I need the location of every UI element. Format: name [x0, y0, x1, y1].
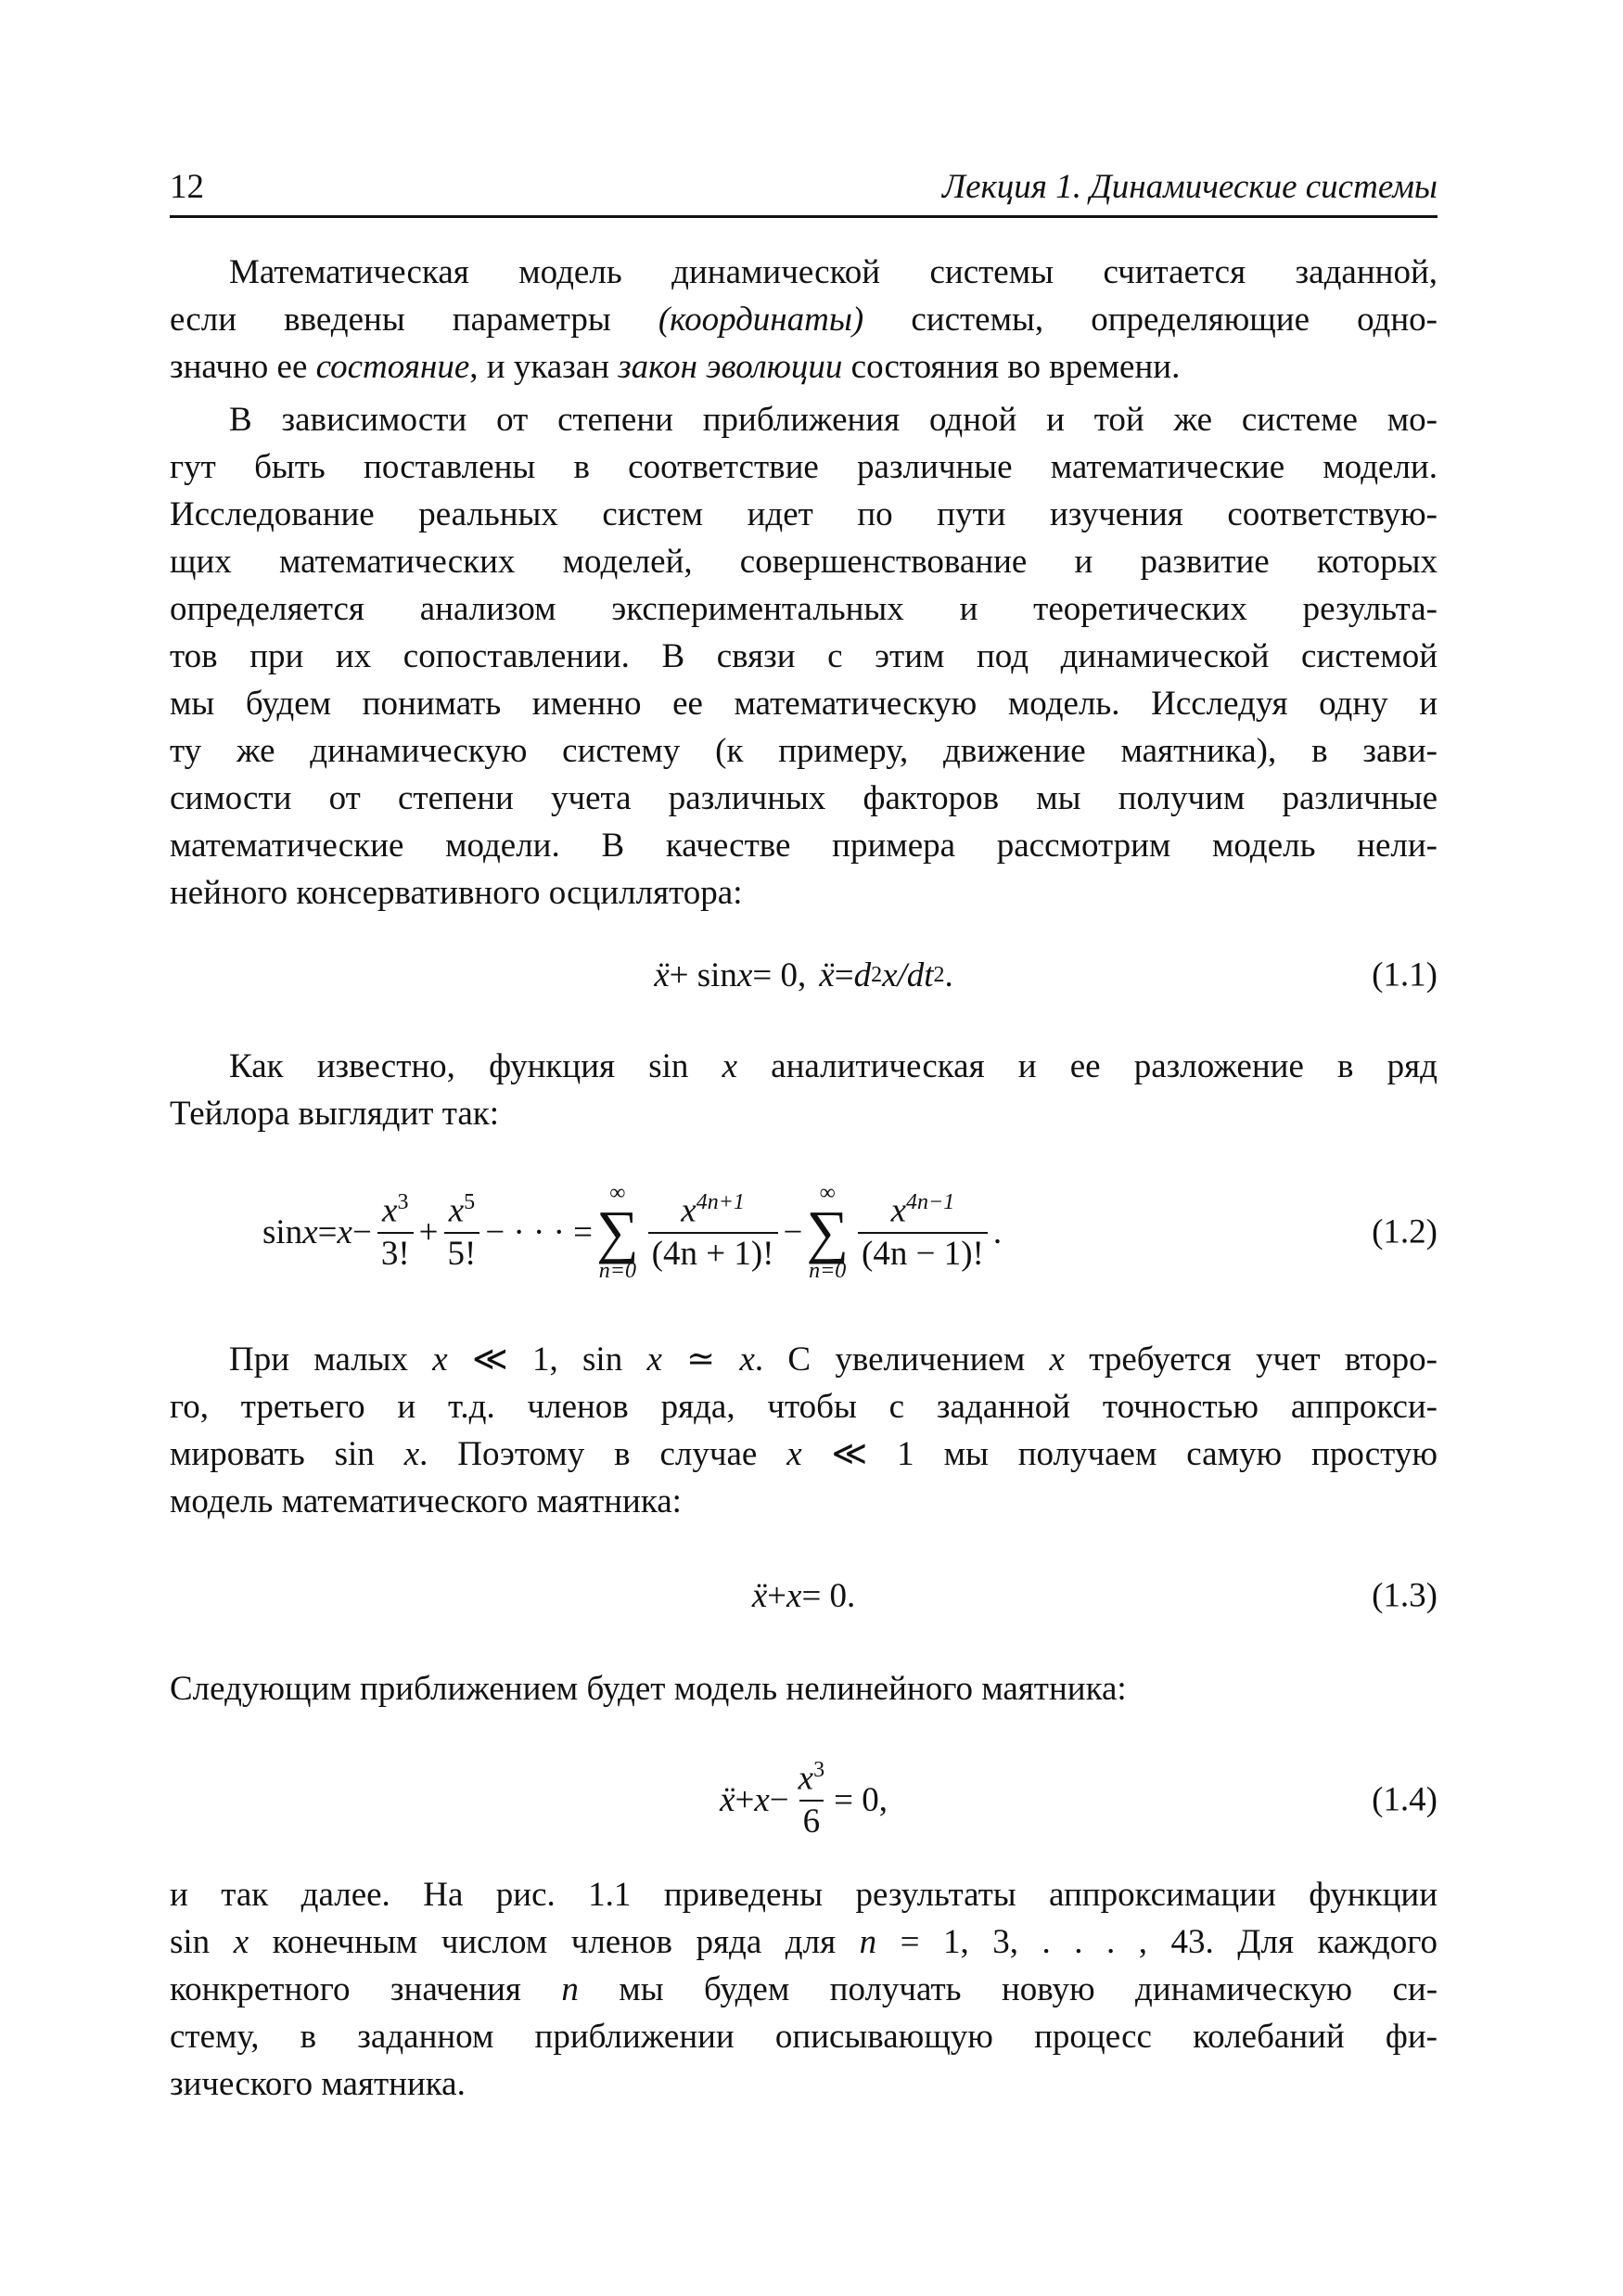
text-run: В зависимости от степени приближения одной и той же системе мо- — [229, 401, 1438, 439]
text-run: щих математических моделей, совершенствование и развитие которых — [170, 543, 1438, 581]
eq-term: + sin — [669, 956, 737, 994]
text-run: = 1, 3, . . . , 43. Для каждого — [876, 1923, 1438, 1961]
math-symbol: x — [646, 1340, 662, 1379]
eq-term: sin — [262, 1212, 303, 1251]
text-line — [170, 1665, 1438, 1712]
fraction: $\frac{x^3}{6}$ — [798, 1758, 825, 1841]
paragraph-2 — [170, 396, 1438, 917]
text-line — [170, 775, 1438, 822]
text-run: математические модели. В качестве примера рассмотрим модель нели- — [170, 827, 1438, 865]
text-run: системы, определяющие одно- — [863, 301, 1438, 339]
eq-term: = 0, — [752, 956, 807, 994]
equation-number: (1.3) — [1372, 1576, 1438, 1615]
text-run: sin — [170, 1923, 234, 1961]
equation-number: (1.2) — [1372, 1212, 1438, 1251]
eq-term: = 0, — [834, 1780, 888, 1819]
paragraph-1 — [170, 249, 1438, 391]
eq-term: − — [351, 1212, 372, 1251]
equation-1-2 — [170, 1167, 1438, 1297]
eq-term: 2 — [933, 962, 945, 987]
eq-term: − — [769, 1780, 789, 1819]
summation: ∞ ∑ n=0 — [596, 1180, 639, 1284]
equation-1-3 — [170, 1571, 1438, 1620]
text-run: гут быть поставлены в соответствие различные математические модели. — [170, 448, 1438, 486]
eq-term: − · · · = — [485, 1212, 594, 1251]
equation-number: (1.4) — [1372, 1780, 1438, 1819]
equation-number: (1.1) — [1372, 956, 1438, 994]
text-line — [170, 822, 1438, 869]
text-run: модель математического маятника: — [170, 1482, 682, 1520]
text-line — [170, 443, 1438, 491]
eq-term: x/dt — [882, 956, 934, 994]
fraction: $\frac{x^3}{3!}$ — [377, 1190, 414, 1274]
emphasis: (координаты) — [658, 301, 864, 339]
text-run: конкретного значения — [170, 1970, 562, 2008]
text-run: , и указан — [469, 348, 619, 386]
text-run: При малых — [229, 1340, 433, 1379]
text-run: и так далее. На рис. 1.1 приведены результаты аппроксимации функции — [170, 1876, 1438, 1914]
text-run: требуется учет второ- — [1064, 1340, 1438, 1379]
text-line — [170, 491, 1438, 538]
text-run: Математическая модель динамической системы считается заданной, — [229, 253, 1438, 291]
page-number: 12 — [170, 168, 204, 206]
text-run: мы будем понимать именно ее математическую модель. Исследуя одну и — [170, 685, 1438, 723]
text-run: зического маятника. — [170, 2065, 466, 2103]
math-symbol: x — [403, 1435, 420, 1473]
paragraph-3 — [170, 1043, 1438, 1137]
text-run: Тейлора выглядит так: — [170, 1095, 500, 1133]
running-header — [170, 167, 1438, 208]
text-line — [170, 296, 1438, 343]
text-line — [170, 727, 1438, 775]
summation: ∞ ∑ n=0 — [806, 1180, 850, 1284]
text-run: если введены параметры — [170, 301, 658, 339]
text-line — [170, 1478, 1438, 1525]
text-line — [170, 1918, 1438, 1966]
text-run: мировать sin — [170, 1435, 404, 1473]
eq-term: x — [337, 1212, 352, 1251]
math-symbol: x — [739, 1340, 755, 1379]
text-line — [170, 633, 1438, 680]
eq-term: . — [944, 956, 953, 994]
text-run: тов при их сопоставлении. В связи с этим под динамической системой — [170, 637, 1438, 675]
text-run: мы будем получать новую динамическую си- — [578, 1970, 1438, 2008]
text-line — [170, 249, 1438, 296]
equation-1-4 — [170, 1749, 1438, 1851]
text-run: го, третьего и т.д. членов ряда, чтобы с заданной точностью аппрокси- — [170, 1388, 1438, 1426]
text-run: Следующим приближением будет модель нелинейного маятника: — [170, 1670, 1127, 1708]
text-run: . С увеличением — [754, 1340, 1050, 1379]
math-symbol: x — [1049, 1340, 1065, 1379]
header-rule — [170, 215, 1438, 218]
paragraph-6 — [170, 1871, 1438, 2108]
eq-term: + — [735, 1780, 755, 1819]
eq-term: d — [853, 956, 872, 994]
eq-term: ẍ — [654, 956, 670, 994]
text-line — [170, 343, 1438, 391]
text-line — [170, 2013, 1438, 2060]
text-run: нейного консервативного осциллятора: — [170, 874, 743, 912]
fraction: $\frac{x^5}{5!}$ — [444, 1190, 480, 1274]
emphasis: состояние — [315, 348, 470, 386]
emphasis: закон эволюции — [618, 348, 843, 386]
eq-term: x — [786, 1576, 802, 1615]
text-run: стему, в заданном приближении описывающую процесс колебаний фи- — [170, 2018, 1438, 2056]
text-line — [170, 1336, 1438, 1383]
eq-term: x — [302, 1212, 318, 1251]
text-line — [170, 1871, 1438, 1918]
text-line — [170, 2060, 1438, 2108]
text-line — [170, 1430, 1438, 1478]
text-line — [170, 1043, 1438, 1090]
text-run: ту же динамическую систему (к примеру, движение маятника), в зави- — [170, 732, 1438, 770]
eq-term: + — [418, 1212, 439, 1251]
text-line — [170, 1383, 1438, 1430]
text-line — [170, 680, 1438, 727]
fraction: $\frac{x^{4n+1}}{(4n + 1)!}$ — [648, 1190, 778, 1274]
math-symbol: x — [722, 1047, 737, 1085]
text-line — [170, 1966, 1438, 2013]
eq-term: . — [992, 1212, 1003, 1251]
equation-1-1 — [170, 951, 1438, 999]
text-run: Исследование реальных систем идет по пути изучения соответствую- — [170, 495, 1438, 533]
paragraph-4 — [170, 1336, 1438, 1525]
eq-term: ẍ — [819, 956, 835, 994]
text-run: Как известно, функция sin — [229, 1047, 722, 1085]
eq-term: x — [754, 1780, 770, 1819]
running-title: Лекция 1. Динамические системы — [942, 168, 1438, 206]
text-run: значно ее — [170, 348, 316, 386]
paragraph-5 — [170, 1665, 1438, 1712]
eq-term: = — [834, 956, 854, 994]
text-run: состояния во времени. — [842, 348, 1181, 386]
eq-term: + — [767, 1576, 786, 1615]
eq-term: 2 — [871, 962, 883, 987]
math-symbol: x — [786, 1435, 802, 1473]
text-run: конечным числом членов ряда для — [249, 1923, 860, 1961]
text-run: симости от степени учета различных факторов мы получим различные — [170, 779, 1438, 817]
math-symbol: x — [432, 1340, 448, 1379]
text-line — [170, 1090, 1438, 1137]
eq-term: ẍ — [751, 1576, 768, 1615]
fraction: $\frac{x^{4n-1}}{(4n - 1)!}$ — [858, 1190, 988, 1274]
text-run: ≪ 1, sin — [447, 1340, 647, 1379]
text-run: ≃ — [661, 1340, 740, 1379]
eq-term: − — [783, 1212, 803, 1251]
math-symbol: n — [859, 1923, 877, 1961]
text-line — [170, 396, 1438, 443]
eq-term: x — [736, 956, 753, 994]
text-run: определяется анализом экспериментальных и теоретических результа- — [170, 590, 1438, 628]
text-run: аналитическая и ее разложение в ряд — [737, 1047, 1438, 1085]
eq-term: ẍ — [720, 1780, 735, 1819]
text-run: . Поэтому в случае — [419, 1435, 787, 1473]
eq-term: = — [317, 1212, 338, 1251]
text-line — [170, 869, 1438, 917]
eq-term: = 0. — [801, 1576, 856, 1615]
text-line — [170, 538, 1438, 585]
text-run: ≪ 1 мы получаем самую простую — [801, 1435, 1438, 1473]
math-symbol: x — [233, 1923, 249, 1961]
text-line — [170, 585, 1438, 633]
math-symbol: n — [561, 1970, 579, 2008]
